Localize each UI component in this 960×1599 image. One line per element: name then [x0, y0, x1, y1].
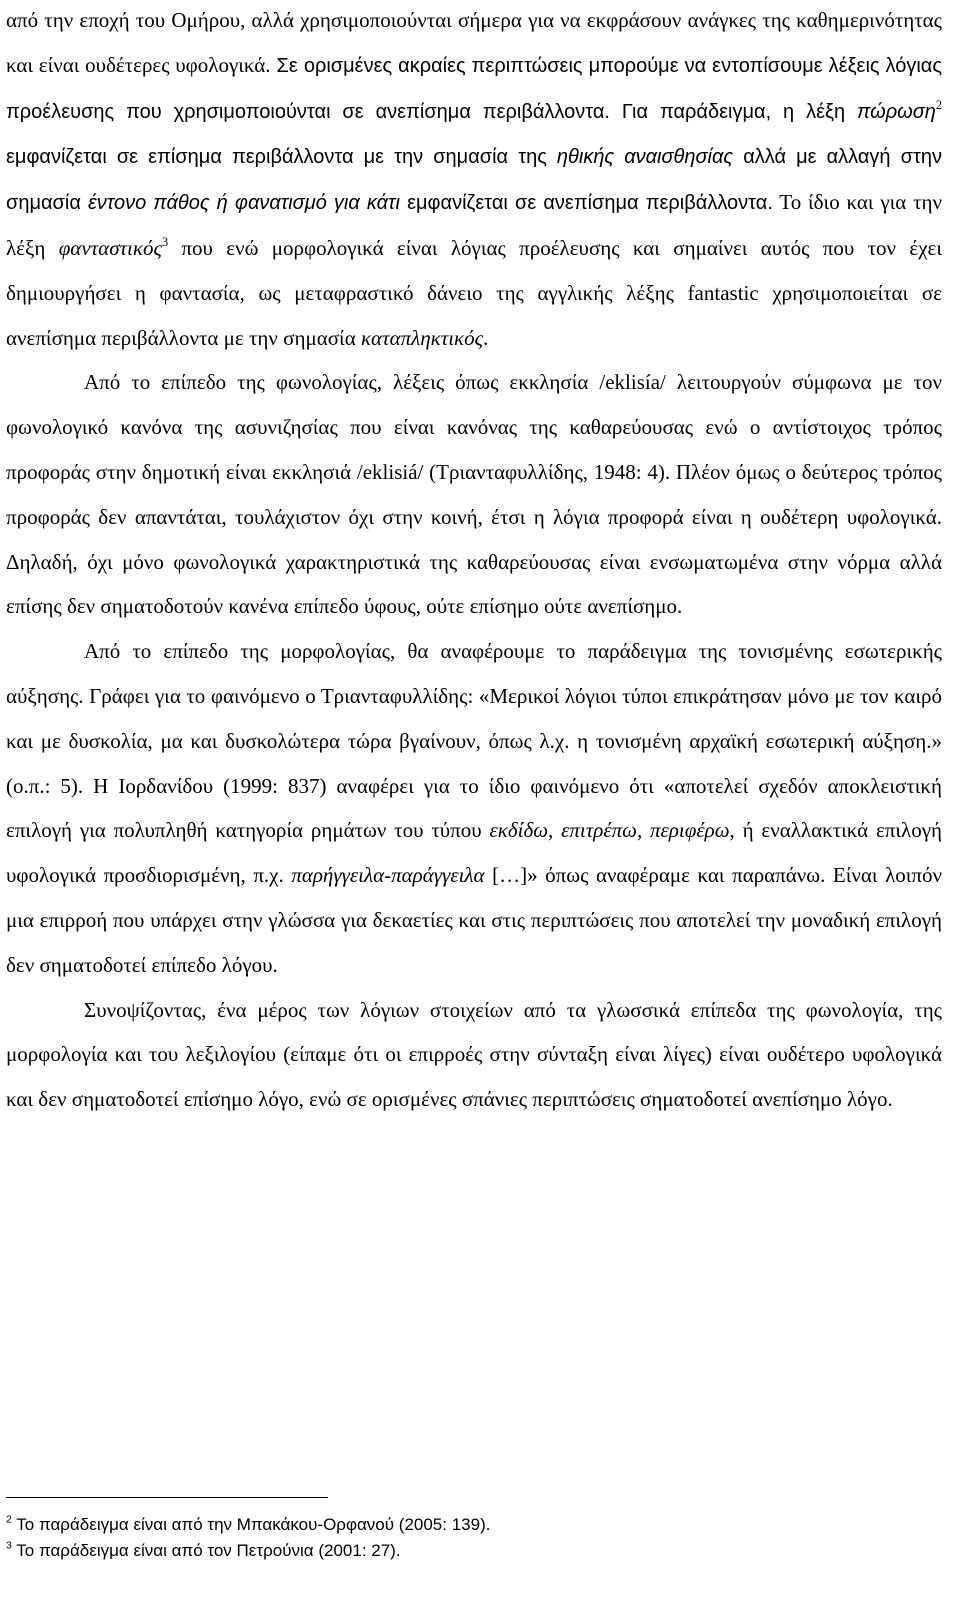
paragraph-1-text-f: Το ίδιο και για την λέξη — [6, 190, 942, 260]
footnote-2-number: 2 — [6, 1513, 12, 1526]
paragraph-1-text-g: που ενώ μορφολογικά είναι λόγιας προέλευσης και σημαίνει αυτός που τον έχει δημιουργήσει η φαντασία, ως μεταφραστικό δάνειο της αγγλικής λέξης fantastic χρησιμοποιείται σε ανεπίσημα περιβάλλοντα με την σημασία — [6, 235, 942, 350]
paragraph-1-text-d: αλλά με αλλαγή στην σημασία — [6, 146, 942, 215]
term-porosi: πώρωση — [857, 100, 936, 123]
term-ithikis-anaisthisias: ηθικής αναισθησίας — [556, 146, 734, 169]
paragraph-3-text-b: , ή εναλλακτικά επιλογή υφολογικά προσδιορισμένη, π.χ. — [6, 818, 943, 888]
paragraph-1 — [6, 0, 942, 360]
footnote-3 — [6, 1538, 942, 1564]
footnote-separator — [6, 1497, 328, 1498]
paragraph-2: Από το επίπεδο της φωνολογίας, λέξεις όπως εκκλησία /eklisía/ λειτουργούν σύμφωνα με τον φωνολογικό κανόνα της ασυνιζησίας που είναι κανόνας της καθαρεύουσας ενώ ο αντίστοιχος τρόπος προφοράς στην δημοτική είναι εκκλησιά /eklisiá/ (Τριανταφυλλίδης, 1948: 4). Πλέον όμως ο δεύτερος τρόπος προφοράς δεν απαντάται, τουλάχιστον όχι στην κοινή, έτσι η λόγια προφορά είναι η ουδέτερη υφολογικά. Δηλαδή, όχι μόνο φωνολογικά χαρακτηριστικά της καθαρεύουσας είναι ενσωματωμένα στην νόρμα αλλά επίσης δεν σηματοδοτούν κανένα επίπεδο ύφους, ούτε επίσημο ούτε ανεπίσημο. — [6, 370, 942, 619]
footnote-ref-3[interactable]: 3 — [162, 234, 169, 249]
paragraph-1-text-h: . — [483, 325, 489, 350]
paragraph-1-text-a: από την εποχή του Ομήρου, αλλά χρησιμοποιούνται σήμερα για να εκφράσουν ανάγκες της καθημερινότητας και είναι ουδέτερες υφολογικά. — [6, 8, 942, 77]
footnote-2 — [6, 1512, 942, 1538]
paragraph-1-text-e: εμφανίζεται σε ανεπίσημα περιβάλλοντα. — [399, 192, 773, 215]
term-parigeila: παρήγγειλα-παράγγειλα — [291, 863, 485, 888]
term-entono-pathos: έντονο πάθος ή φανατισμό για κάτι — [88, 192, 400, 215]
footnote-3-number: 3 — [6, 1539, 12, 1552]
paragraph-1-text-c: εμφανίζεται σε επίσημα περιβάλλοντα με την σημασία της — [6, 146, 557, 169]
paragraph-3-text-a: Από το επίπεδο της μορφολογίας, θα αναφέρουμε το παράδειγμα της τονισμένης εσωτερικής αύξησης. Γράφει για το φαινόμενο ο Τριανταφυλλίδης: «Μερικοί λόγιοι τύποι επικράτησαν μόνο με τον καιρό και με δυσκολία, μα και δυσκολώτερα τώρα βγαίνουν, όπως λ.χ. η τονισμένη αρχαϊκή εσωτερική αύξηση.» (ο.π.: 5). Η Ιορδανίδου (1999: 837) αναφέρει για το ίδιο φαινόμενο ότι «αποτελεί σχεδόν αποκλειστική επιλογή για πολυπληθή κατηγορία ρημάτων του τύπου — [6, 639, 942, 843]
footnote-3-text: Το παράδειγμα είναι από τον Πετρούνια (2001: 27). — [11, 1541, 401, 1560]
paragraph-3 — [6, 629, 942, 987]
paragraph-1-text-b: Σε ορισμένες ακραίες περιπτώσεις μπορούμε να εντοπίσουμε λέξεις λόγιας προέλευσης που χρησιμοποιούνται σε ανεπίσημα περιβάλλοντα. Για παράδειγμα, η λέξη — [6, 54, 942, 123]
paragraph-4: Συνοψίζοντας, ένα μέρος των λόγιων στοιχείων από τα γλωσσικά επίπεδα της φωνολογία, της μορφολογία και του λεξιλογίου (είπαμε ότι οι επιρροές στην σύνταξη είναι λίγες) είναι ουδέτερο υφολογικά και δεν σηματοδοτεί επίσημο λόγο, ενώ σε ορισμένες σπάνιες περιπτώσεις σηματοδοτεί ανεπίσημο λόγο. — [6, 997, 942, 1112]
term-kataplyktikos: καταπληκτικός — [360, 325, 484, 350]
term-fantastikos: φανταστικός — [58, 235, 162, 260]
footnotes — [6, 1497, 942, 1564]
paragraph-3-text-c: […]» όπως αναφέραμε και παραπάνω. Είναι λοιπόν μια επιρροή που υπάρχει στην γλώσσα για δεκαετίες και στις περιπτώσεις που αποτελεί την μοναδική επιλογή δεν σηματοδοτεί επίπεδο λόγου. — [6, 863, 943, 977]
footnote-ref-2[interactable]: 2 — [935, 97, 942, 112]
term-verb-examples: εκδίδω, επιτρέπω, περιφέρω — [489, 818, 730, 843]
footnote-2-text: Το παράδειγμα είναι από την Μπακάκου-Ορφανού (2005: 139). — [11, 1515, 491, 1534]
